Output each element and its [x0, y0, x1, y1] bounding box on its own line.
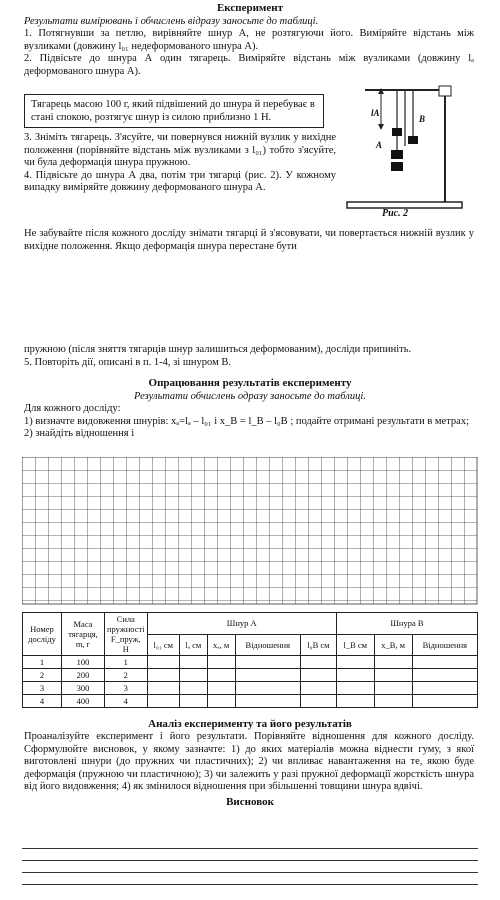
th-xa: xₐ, м [207, 634, 235, 656]
answer-line[interactable] [22, 872, 478, 873]
answer-line[interactable] [22, 860, 478, 861]
cell-number: 3 [23, 682, 62, 695]
th-force: Сила пружності F_пруж, Н [105, 613, 148, 656]
item-1: 1) визначте видовження шнурів: xₐ=lₐ – l₀₁ і x_B = l_B – l₀B ; подайте отримані результати в метрах; [24, 415, 470, 427]
figure-stand [345, 80, 475, 220]
th-cord-b: Шнура В [336, 613, 477, 635]
table-row [23, 669, 478, 682]
table-row [23, 695, 478, 708]
step-3: 3. Зніміть тягарець. З'ясуйте, чи повернувся нижній вузлик у вихідне положення (порівняйте відстань між вузликами з l₀₁) тобто з'ясуйте, чи була деформація шнура пружною. [24, 132, 336, 168]
answer-line[interactable] [22, 848, 478, 849]
page-2 [0, 332, 500, 900]
cell-mass: 200 [62, 669, 105, 682]
item-2: 2) знайдіть відношення і [24, 428, 135, 439]
th-number: Номер досліду [23, 613, 62, 656]
table-row [23, 682, 478, 695]
analysis-text: Проаналізуйте експеримент і його результати. Порівняйте відношення для кожного досліду. Сформулюйте висновок, у якому зазначте: 1) до яких матеріалів можна віднести гуму, з якої виготовлені шнури (до пружних чи пластичних); 2) чи впливає навантаження на те, якою буде деформація (пружною чи пластичною); 3) чи залежить у разі пружної деформації жорсткість шнура від його видовження; 4) як змінилося відношення при збільшенні товщини шнура вдвічі. [24, 731, 474, 792]
th-ratio-a: Відношення [235, 634, 300, 656]
cell-mass: 100 [62, 656, 105, 669]
section-subtitle: Результати обчислень одразу заносьте до таблиці. [134, 391, 366, 402]
page-gap [0, 270, 500, 332]
continuation-text: пружною (після зняття тягарців шнур залишиться деформованим), досліди припиніть. [24, 344, 412, 355]
note-box: Тягарець масою 100 г, який підвішений до шнура й перебуває в стані спокою, розтягує шнур із силою приблизно 1 Н. [24, 94, 324, 128]
results-table [22, 612, 478, 708]
warning-text: Не забувайте після кожного досліду знімати тягарці й з'ясовувати, чи повертається нижній вузлик у вихідне положення. Якщо деформація шнура перестане бути [24, 228, 474, 252]
cell-number: 4 [23, 695, 62, 708]
cell-number: 2 [23, 669, 62, 682]
page-1 [0, 0, 500, 270]
analysis-title: Аналіз експерименту та його результатів [148, 718, 352, 730]
label-b: B [419, 114, 426, 124]
figure-caption: Рис. 2 [382, 208, 409, 219]
th-la: lₐ см [179, 634, 207, 656]
answer-lines [22, 848, 478, 896]
cell-number: 1 [23, 656, 62, 669]
instruction-subtitle: Результати вимірювань і обчислень відразу заносьте до таблиці. [24, 16, 319, 27]
label-a: A [376, 140, 383, 150]
th-l0b: l₀B см [300, 634, 336, 656]
cell-force: 2 [105, 669, 148, 682]
th-ratio-b: Відношення [412, 634, 477, 656]
cell-force: 4 [105, 695, 148, 708]
step-2: 2. Підвісьте до шнура А один тягарець. Виміряйте відстань між вузликами (довжину lₐ деформованого шнура А). [24, 53, 474, 77]
conclusion-title: Висновок [226, 795, 274, 808]
cell-force: 1 [105, 656, 148, 669]
step-5: 5. Повторіть дії, описані в п. 1-4, зі шнуром В. [24, 356, 231, 368]
label-la: lA [371, 108, 380, 118]
th-l01: l₀₁ см [147, 634, 179, 656]
th-mass: Маса тягарця, m, г [62, 613, 105, 656]
th-cord-a: Шнур А [147, 613, 336, 635]
th-lb: l_B см [336, 634, 374, 656]
cell-force: 3 [105, 682, 148, 695]
for-each-label: Для кожного досліду: [24, 403, 121, 414]
th-xb: x_B, м [374, 634, 412, 656]
step-1: 1. Потягнувши за петлю, вирівняйте шнур А, не розтягуючи його. Виміряйте відстань між вузликами (довжину l₀₁ недеформованого шнура А). [24, 28, 474, 52]
section-title: Опрацювання результатів експерименту [148, 377, 352, 389]
answer-line[interactable] [22, 884, 478, 885]
cell-mass: 300 [62, 682, 105, 695]
graph-grid [22, 457, 478, 605]
page-title: Експеримент [216, 2, 284, 14]
table-row [23, 656, 478, 669]
cell-mass: 400 [62, 695, 105, 708]
step-4: 4. Підвісьте до шнура А два, потім три тягарці (рис. 2). У кожному випадку виміряйте довжину деформованого шнура А. [24, 169, 336, 193]
